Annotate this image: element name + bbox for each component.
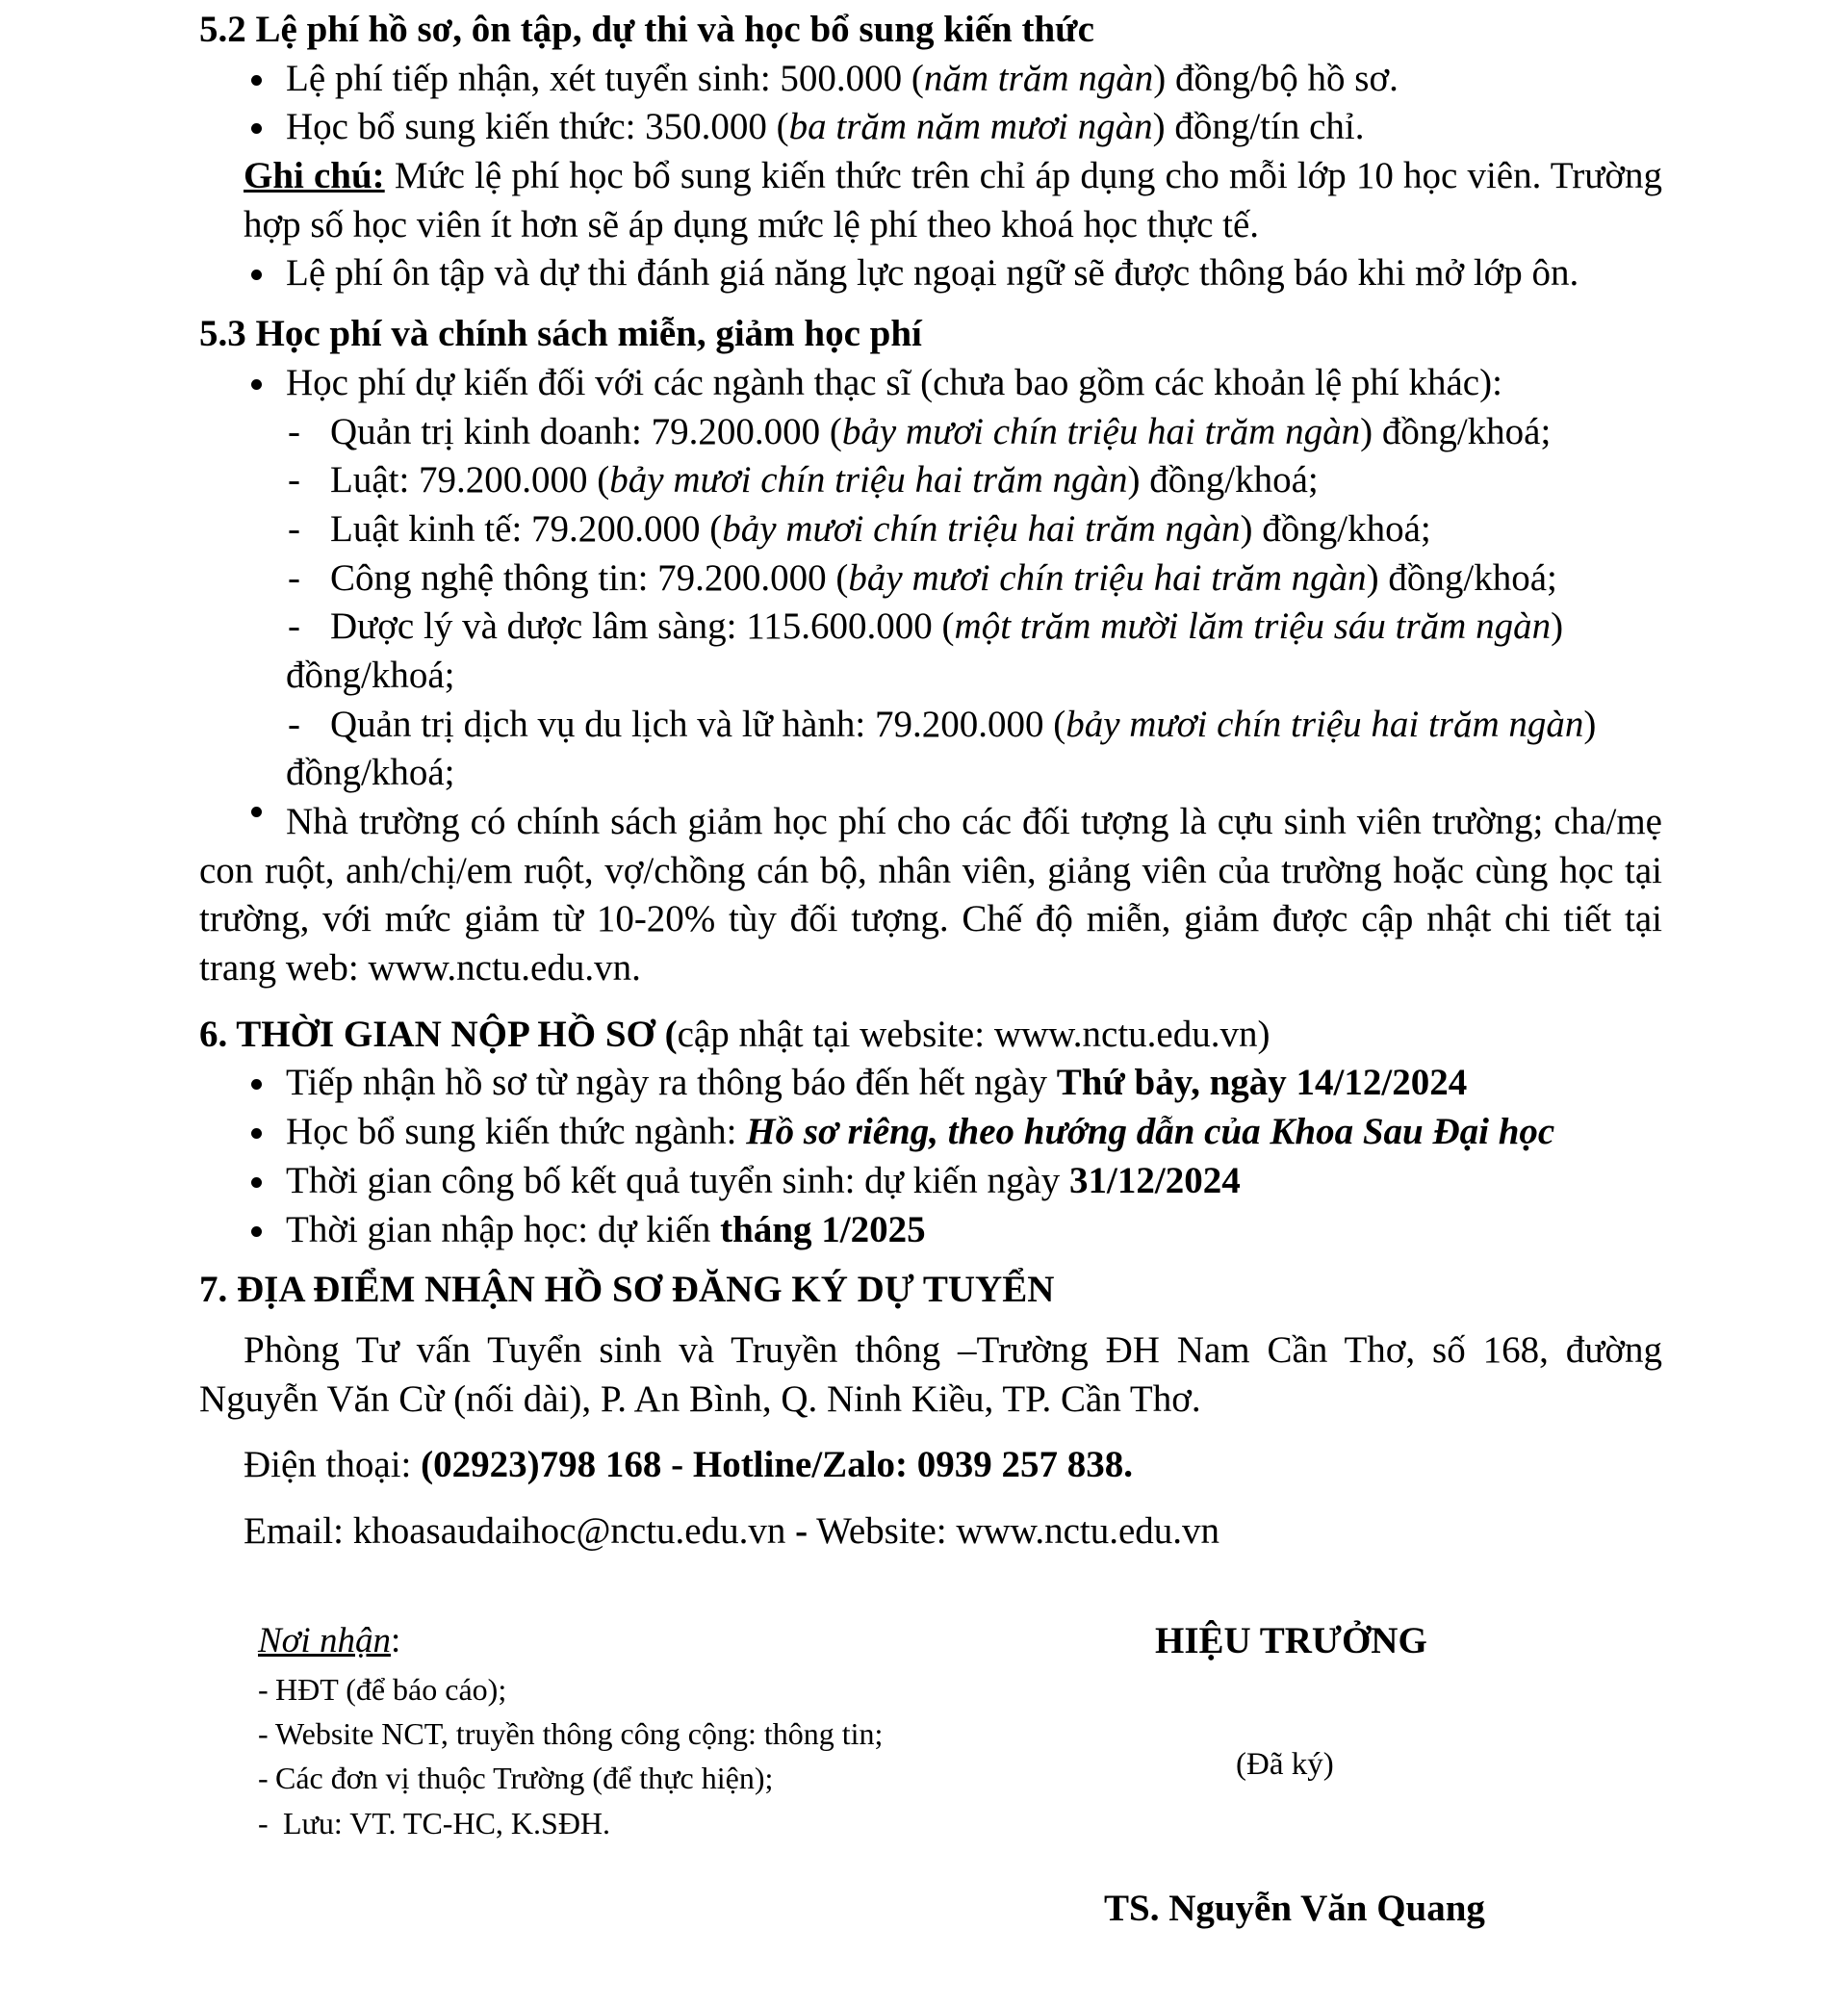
- tuition-text-italic: bảy mươi chín triệu hai trăm ngàn: [841, 410, 1361, 452]
- recipient-text: Lưu: VT. TC-HC, K.SĐH.: [275, 1805, 611, 1840]
- recipient-item: - Các đơn vị thuộc Trường (để thực hiện);: [258, 1756, 883, 1800]
- heading-bold: 6. THỜI GIAN NỘP HỒ SƠ (: [199, 1013, 678, 1055]
- tuition-text-italic: bảy mươi chín triệu hai trăm ngàn: [848, 556, 1367, 599]
- tuition-text: ): [1583, 703, 1597, 745]
- note-text: Mức lệ phí học bổ sung kiến thức trên chỉ áp dụng cho mỗi lớp 10 học viên. Trường hợp số học viên ít hơn sẽ áp dụng mức lệ phí theo khoá học thực tế.: [244, 155, 1662, 245]
- website-text: Website: www.nctu.edu.vn: [808, 1509, 1220, 1552]
- tuition-text-continued: đồng/khoá;: [286, 752, 455, 794]
- recipients-colon: :: [390, 1621, 401, 1660]
- item-text: ) đồng/bộ hồ sơ.: [1153, 57, 1399, 99]
- item-text-italic: ba trăm năm mươi ngàn: [788, 106, 1153, 148]
- tuition-text: ): [1551, 605, 1564, 648]
- recipients-label: Nơi nhận: [258, 1621, 391, 1660]
- tuition-text: ) đồng/khoá;: [1360, 410, 1552, 452]
- tuition-text: Công nghệ thông tin: 79.200.000 (: [330, 556, 849, 599]
- item-text: Lệ phí tiếp nhận, xét tuyển sinh: 500.000 (: [286, 57, 924, 99]
- tuition-row: - Quản trị dịch vụ du lịch và lữ hành: 79.200.000 (bảy mươi chín triệu hai trăm ngàn) đồng/khoá;: [199, 701, 1662, 798]
- tuition-text: Quản trị kinh doanh: 79.200.000 (: [330, 410, 842, 452]
- tuition-text: Luật kinh tế: 79.200.000 (: [330, 507, 723, 550]
- phone-label: Điện thoại:: [244, 1444, 422, 1486]
- tuition-text-italic: bảy mươi chín triệu hai trăm ngàn: [722, 507, 1241, 550]
- section-7-heading: 7. ĐỊA ĐIỂM NHẬN HỒ SƠ ĐĂNG KÝ DỰ TUYỂN: [199, 1269, 1055, 1311]
- policy-text: Nhà trường có chính sách giảm học phí cho các đối tượng là cựu sinh viên trường; cha/mẹ con ruột, anh/chị/em ruột, vợ/chồng cán bộ, nhân viên, giảng viên của trường hoặc cùng học tại trường, với mức giảm từ 10-20% tùy đối tượng. Chế độ miễn, giảm được cập nhật chi tiết tại trang web: www.nctu.edu.vn.: [199, 801, 1662, 990]
- recipient-item: - Website NCT, truyền thông công cộng: thông tin;: [258, 1711, 883, 1756]
- recipients-title: [258, 1615, 883, 1667]
- item-text: Thời gian nhập học: dự kiến: [286, 1208, 721, 1250]
- tuition-row: - Luật: 79.200.000 (bảy mươi chín triệu hai trăm ngàn) đồng/khoá;: [288, 459, 1319, 502]
- tuition-row: - Công nghệ thông tin: 79.200.000 (bảy mươi chín triệu hai trăm ngàn) đồng/khoá;: [288, 556, 1557, 599]
- tuition-text-italic: một trăm mười lăm triệu sáu trăm ngàn: [954, 605, 1552, 648]
- item-text-bold: Thứ bảy, ngày 14/12/2024: [1056, 1062, 1468, 1104]
- tuition-row: - Luật kinh tế: 79.200.000 (bảy mươi chín triệu hai trăm ngàn) đồng/khoá;: [288, 507, 1431, 550]
- item-text: Học bổ sung kiến thức: 350.000 (: [286, 106, 789, 148]
- recipient-item: - HĐT (để báo cáo);: [258, 1667, 883, 1711]
- fee-review-item: Lệ phí ôn tập và dự thi đánh giá năng lực ngoại ngữ sẽ được thông báo khi mở lớp ôn.: [199, 249, 1662, 298]
- recipients-block: [258, 1615, 883, 1845]
- section-5-2-heading: 5.2 Lệ phí hồ sơ, ôn tập, dự thi và học bổ sung kiến thức: [199, 9, 1094, 50]
- tuition-text: Dược lý và dược lâm sàng: 115.600.000 (: [330, 605, 955, 648]
- tuition-text: ) đồng/khoá;: [1127, 459, 1319, 502]
- item-text-bold: tháng 1/2025: [720, 1208, 926, 1250]
- email-text: Email: khoasaudaihoc@nctu.edu.vn: [244, 1509, 796, 1552]
- signer-name: TS. Nguyễn Văn Quang: [1104, 1888, 1485, 1929]
- tuition-text: Luật: 79.200.000 (: [330, 459, 610, 502]
- tuition-text: Quản trị dịch vụ du lịch và lữ hành: 79.200.000 (: [330, 703, 1066, 745]
- address-paragraph: Phòng Tư vấn Tuyển sinh và Truyền thông –Trường ĐH Nam Cần Thơ, số 168, đường Nguyễn Văn Cừ (nối dài), P. An Bình, Q. Ninh Kiều, TP. Cần Thơ.: [199, 1328, 1662, 1420]
- tuition-text: ) đồng/khoá;: [1366, 556, 1557, 599]
- email-separator: -: [795, 1509, 808, 1552]
- recipient-text: Các đơn vị thuộc Trường (để thực hiện);: [275, 1761, 774, 1796]
- tuition-text-continued: đồng/khoá;: [286, 654, 455, 696]
- tuition-row: - Quản trị kinh doanh: 79.200.000 (bảy mươi chín triệu hai trăm ngàn) đồng/khoá;: [288, 410, 1552, 452]
- phone-numbers: (02923)798 168 - Hotline/Zalo: 0939 257 838.: [421, 1444, 1134, 1486]
- recipient-text: HĐT (để báo cáo);: [275, 1671, 507, 1707]
- item-text-bold-italic: Hồ sơ riêng, theo hướng dẫn của Khoa Sau Đại học: [746, 1111, 1555, 1153]
- recipient-text: Website NCT, truyền thông công cộng: thông tin;: [275, 1716, 884, 1752]
- item-text: Học bổ sung kiến thức ngành:: [286, 1111, 747, 1153]
- item-text-bold: 31/12/2024: [1069, 1159, 1241, 1201]
- tuition-text-italic: bảy mươi chín triệu hai trăm ngàn: [609, 459, 1128, 502]
- note-label: Ghi chú:: [244, 155, 385, 197]
- item-text: Thời gian công bố kết quả tuyển sinh: dự kiến ngày: [286, 1159, 1070, 1201]
- item-text-italic: năm trăm ngàn: [923, 57, 1154, 99]
- tuition-text-italic: bảy mươi chín triệu hai trăm ngàn: [1065, 703, 1584, 745]
- heading-normal: cập nhật tại website: www.nctu.edu.vn): [677, 1013, 1270, 1055]
- signer-title: HIỆU TRƯỞNG: [1155, 1620, 1427, 1661]
- tuition-intro-item: Học phí dự kiến đối với các ngành thạc sĩ (chưa bao gồm các khoản lệ phí khác):: [199, 359, 1662, 408]
- item-text: ) đồng/tín chỉ.: [1152, 106, 1365, 148]
- section-5-3-heading: 5.3 Học phí và chính sách miễn, giảm học phí: [199, 313, 922, 355]
- tuition-text: ) đồng/khoá;: [1240, 507, 1431, 550]
- tuition-row: - Dược lý và dược lâm sàng: 115.600.000 (một trăm mười lăm triệu sáu trăm ngàn) đồng/khoá;: [199, 603, 1662, 700]
- item-text: Tiếp nhận hồ sơ từ ngày ra thông báo đến hết ngày: [286, 1062, 1057, 1104]
- recipient-item: - Lưu: VT. TC-HC, K.SĐH.: [258, 1801, 883, 1845]
- signed-note: (Đã ký): [1236, 1747, 1334, 1782]
